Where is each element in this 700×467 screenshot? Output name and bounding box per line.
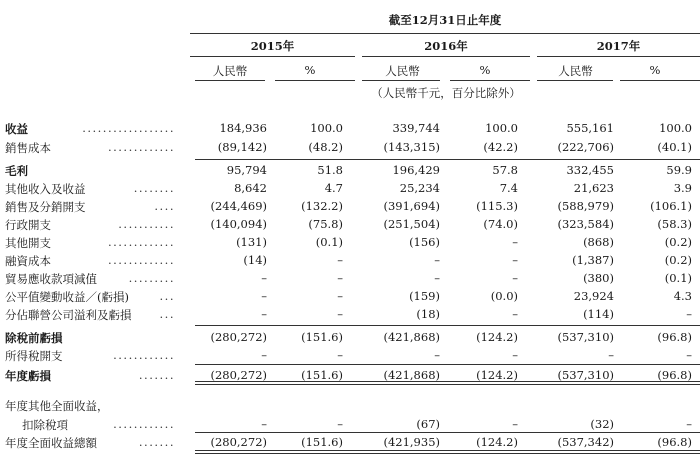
table-cell: 100.0 xyxy=(659,121,692,135)
row-label: 毛利 xyxy=(5,164,28,178)
table-cell: – xyxy=(512,307,518,321)
table-cell: (421,935) xyxy=(383,435,440,449)
table-cell: (131) xyxy=(236,235,267,249)
table-cell: – xyxy=(434,348,440,362)
dot-leader: ........... xyxy=(118,217,175,231)
col-pct-2017: % xyxy=(649,63,661,77)
table-cell: – xyxy=(337,271,343,285)
table-cell: (868) xyxy=(583,235,614,249)
table-cell: 95,794 xyxy=(226,163,267,177)
year-rule-2016 xyxy=(362,56,530,57)
table-cell: – xyxy=(512,271,518,285)
table-cell: 21,623 xyxy=(573,181,614,195)
table-cell: – xyxy=(434,253,440,267)
table-cell: – xyxy=(261,307,267,321)
table-cell: – xyxy=(512,417,518,431)
table-cell: – xyxy=(512,253,518,267)
dot-leader: ....... xyxy=(138,368,175,382)
row-label: 銷售成本 xyxy=(5,141,51,155)
table-cell: (0.2) xyxy=(664,253,692,267)
table-cell: (323,584) xyxy=(557,217,614,231)
dot-leader: ............. xyxy=(107,253,175,267)
table-cell: (124.2) xyxy=(476,435,518,449)
col-rule-rmb-2015 xyxy=(195,80,265,81)
dot-leader: ......... xyxy=(128,271,175,285)
table-cell: (74.0) xyxy=(483,217,518,231)
dot-leader: ....... xyxy=(138,435,175,449)
row-label: 收益 xyxy=(5,122,28,136)
table-cell: (114) xyxy=(583,307,614,321)
subtotal-rule-3 xyxy=(195,364,700,365)
dot-leader: ............ xyxy=(113,417,175,431)
table-cell: (222,706) xyxy=(557,140,614,154)
table-cell: (156) xyxy=(409,235,440,249)
table-cell: (280,272) xyxy=(210,330,267,344)
col-rule-pct-2016 xyxy=(450,80,530,81)
col-rmb-2016: 人民幣 xyxy=(385,64,420,78)
table-cell: 100.0 xyxy=(485,121,518,135)
table-cell: (132.2) xyxy=(301,199,343,213)
row-label: 公平值變動收益／(虧損) xyxy=(5,290,129,304)
table-cell: – xyxy=(261,417,267,431)
table-cell: (537,310) xyxy=(557,368,614,382)
row-label: 貿易應收款項減值 xyxy=(5,272,97,286)
table-cell: (42.2) xyxy=(483,140,518,154)
table-cell: 8,642 xyxy=(234,181,267,195)
table-cell: 184,936 xyxy=(219,121,267,135)
dot-leader: ........ xyxy=(133,181,175,195)
row-label: 分佔聯營公司溢利及虧損 xyxy=(5,308,132,322)
table-cell: – xyxy=(337,348,343,362)
table-cell: 332,455 xyxy=(566,163,614,177)
total-double-rule-1 xyxy=(195,381,700,385)
table-cell: (0.1) xyxy=(315,235,343,249)
table-cell: – xyxy=(337,307,343,321)
row-label: 融資成本 xyxy=(5,254,51,268)
table-cell: (96.8) xyxy=(657,435,692,449)
table-cell: – xyxy=(337,417,343,431)
table-cell: (75.8) xyxy=(308,217,343,231)
col-pct-2015: % xyxy=(304,63,316,77)
table-cell: (151.6) xyxy=(301,435,343,449)
row-label: 所得稅開支 xyxy=(5,349,63,363)
table-cell: 23,924 xyxy=(573,289,614,303)
subtotal-rule-2 xyxy=(195,325,700,326)
col-rule-pct-2017 xyxy=(620,80,700,81)
dot-leader: ... xyxy=(159,289,175,303)
row-label: 行政開支 xyxy=(5,218,51,232)
table-cell: (0.0) xyxy=(490,289,518,303)
table-cell: (48.2) xyxy=(308,140,343,154)
table-cell: (537,310) xyxy=(557,330,614,344)
table-cell: (115.3) xyxy=(476,199,518,213)
table-cell: – xyxy=(512,235,518,249)
table-cell: 57.8 xyxy=(492,163,518,177)
table-cell: (537,342) xyxy=(557,435,614,449)
table-cell: (96.8) xyxy=(657,330,692,344)
period-header: 截至12月31日止年度 xyxy=(388,13,502,27)
table-cell: 339,744 xyxy=(392,121,440,135)
col-rule-rmb-2016 xyxy=(362,80,440,81)
table-cell: (159) xyxy=(409,289,440,303)
table-cell: (143,315) xyxy=(383,140,440,154)
table-cell: (18) xyxy=(416,307,440,321)
table-cell: 555,161 xyxy=(566,121,614,135)
table-cell: (89,142) xyxy=(217,140,267,154)
dot-leader: ............ xyxy=(113,348,175,362)
table-cell: (67) xyxy=(416,417,440,431)
table-cell: 196,429 xyxy=(392,163,440,177)
row-label: 年度其他全面收益， xyxy=(5,399,109,413)
dot-leader: ............. xyxy=(107,235,175,249)
dot-leader: .................. xyxy=(82,121,175,135)
table-cell: – xyxy=(337,289,343,303)
table-cell: (280,272) xyxy=(210,435,267,449)
table-cell: – xyxy=(434,271,440,285)
table-cell: (391,694) xyxy=(383,199,440,213)
table-cell: 7.4 xyxy=(499,181,518,195)
table-cell: – xyxy=(261,271,267,285)
col-rmb-2015: 人民幣 xyxy=(212,64,248,78)
table-cell: – xyxy=(337,253,343,267)
table-cell: (124.2) xyxy=(476,368,518,382)
year-2017: 2017年 xyxy=(596,39,641,53)
year-rule-2017 xyxy=(537,56,700,57)
table-cell: (280,272) xyxy=(210,368,267,382)
table-cell: – xyxy=(512,348,518,362)
year-rule-2015 xyxy=(190,56,355,57)
table-cell: 25,234 xyxy=(399,181,440,195)
row-label: 除稅前虧損 xyxy=(5,331,63,345)
table-cell: (421,868) xyxy=(383,330,440,344)
table-cell: (151.6) xyxy=(301,368,343,382)
table-cell: (0.2) xyxy=(664,235,692,249)
col-pct-2016: % xyxy=(479,63,491,77)
row-label: 年度全面收益總額 xyxy=(5,436,97,450)
dot-leader: .... xyxy=(154,199,175,213)
table-cell: – xyxy=(261,289,267,303)
table-cell: (58.3) xyxy=(657,217,692,231)
row-label: 其他開支 xyxy=(5,236,51,250)
table-cell: 4.3 xyxy=(673,289,692,303)
table-cell: (380) xyxy=(583,271,614,285)
table-cell: (244,469) xyxy=(210,199,267,213)
table-cell: 59.9 xyxy=(666,163,692,177)
table-cell: (96.8) xyxy=(657,368,692,382)
table-cell: 3.9 xyxy=(673,181,692,195)
row-label: 年度虧損 xyxy=(5,369,51,383)
row-label: 扣除稅項 xyxy=(22,418,68,432)
table-cell: – xyxy=(686,417,692,431)
table-cell: (40.1) xyxy=(657,140,692,154)
table-cell: – xyxy=(608,348,614,362)
table-cell: – xyxy=(261,348,267,362)
header-rule xyxy=(190,33,700,34)
table-cell: (251,504) xyxy=(383,217,440,231)
table-cell: (1,387) xyxy=(572,253,614,267)
table-cell: (588,979) xyxy=(557,199,614,213)
row-label: 銷售及分銷開支 xyxy=(5,200,86,214)
table-cell: (14) xyxy=(243,253,267,267)
table-cell: (124.2) xyxy=(476,330,518,344)
table-cell: (151.6) xyxy=(301,330,343,344)
table-cell: 4.7 xyxy=(324,181,343,195)
unit-note: （人民幣千元，百分比除外） xyxy=(371,86,521,100)
table-cell: (106.1) xyxy=(650,199,692,213)
col-rule-rmb-2017 xyxy=(537,80,613,81)
year-2016: 2016年 xyxy=(424,39,468,53)
row-label: 其他收入及收益 xyxy=(5,182,86,196)
dot-leader: ... xyxy=(159,307,175,321)
table-cell: 100.0 xyxy=(310,121,343,135)
col-rule-pct-2015 xyxy=(275,80,355,81)
dot-leader: ............. xyxy=(107,140,175,154)
table-cell: (421,868) xyxy=(383,368,440,382)
col-rmb-2017: 人民幣 xyxy=(558,64,593,78)
table-cell: – xyxy=(686,307,692,321)
table-cell: (140,094) xyxy=(210,217,267,231)
table-cell: – xyxy=(686,348,692,362)
year-2015: 2015年 xyxy=(250,39,295,53)
table-cell: (32) xyxy=(590,417,614,431)
table-cell: (0.1) xyxy=(664,271,692,285)
total-double-rule-2 xyxy=(195,450,700,454)
subtotal-rule-1 xyxy=(195,159,700,160)
subtotal-rule-4 xyxy=(195,432,700,433)
table-cell: 51.8 xyxy=(317,163,343,177)
